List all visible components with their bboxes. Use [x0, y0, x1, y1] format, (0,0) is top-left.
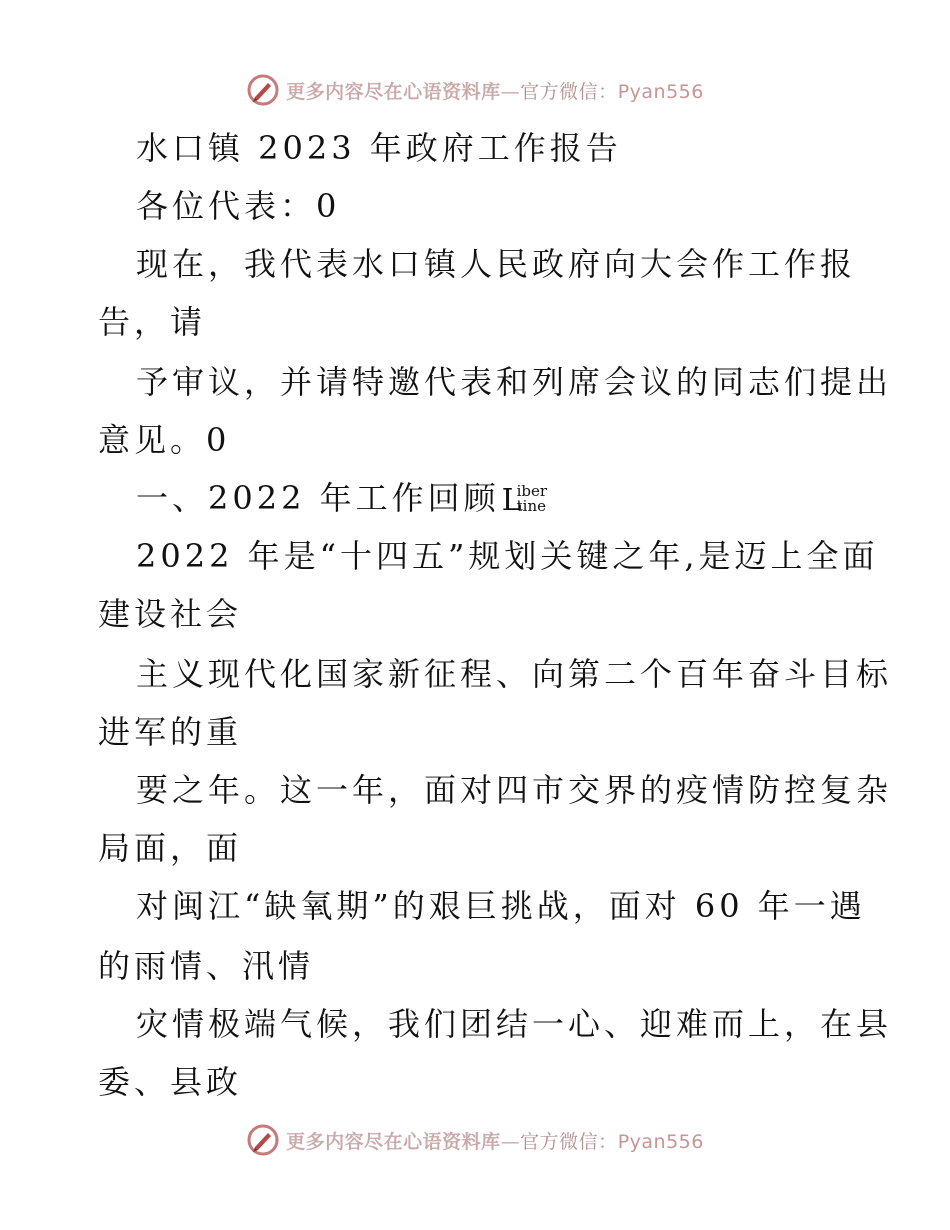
section-heading [136, 478, 548, 518]
watermark-wechat-id: Pyan556 [617, 80, 704, 103]
paragraph-line: 告，请 [98, 303, 207, 341]
paragraph-line: 意见。0 [98, 421, 231, 459]
paragraph-line: 2022 年是“十四五”规划关键之年,是迈上全面 [136, 537, 879, 575]
watermark-dash: — [500, 1130, 521, 1153]
paragraph-line: 现在，我代表水口镇人民政府向大会作工作报 [136, 245, 857, 283]
paragraph-line: 的雨情、汛情 [98, 947, 315, 985]
doc-title: 水口镇 2023 年政府工作报告 [136, 129, 622, 167]
watermark-main-text: 更多内容尽在心语资料库 [286, 1130, 501, 1153]
watermark-wechat-label: 官方微信： [520, 1130, 618, 1153]
paragraph-line: 灾情极端气候，我们团结一心、迎难而上，在县 [136, 1005, 893, 1043]
paragraph-line: 予审议，并请特邀代表和列席会议的同志们提出 [136, 363, 893, 401]
paragraph-line: 建设社会 [98, 595, 243, 633]
paragraph-line: 各位代表：0 [136, 187, 341, 225]
paragraph-line: 进军的重 [98, 713, 243, 751]
pen-logo-icon [246, 73, 280, 107]
section-heading-text: 一、2022 年工作回顾 [136, 479, 500, 517]
watermark-main-text: 更多内容尽在心语资料库 [286, 80, 501, 103]
footer-watermark [0, 1120, 950, 1160]
paragraph-line: 局面，面 [98, 829, 243, 867]
paragraph-line: 主义现代化国家新征程、向第二个百年奋斗目标 [136, 655, 893, 693]
paragraph-line: 要之年。这一年，面对四市交界的疫情防控复杂 [136, 771, 893, 809]
paragraph-line: 对闽江“缺氧期”的艰巨挑战，面对 60 年一遇 [136, 887, 866, 925]
watermark-dash: — [500, 80, 521, 103]
paragraph-line: 委、县政 [98, 1063, 243, 1101]
libertine-mark: L iber tine [501, 481, 548, 518]
watermark-wechat-label: 官方微信： [520, 80, 618, 103]
pen-logo-icon [246, 1123, 280, 1157]
watermark-wechat-id: Pyan556 [617, 1130, 704, 1153]
header-watermark [0, 70, 950, 110]
